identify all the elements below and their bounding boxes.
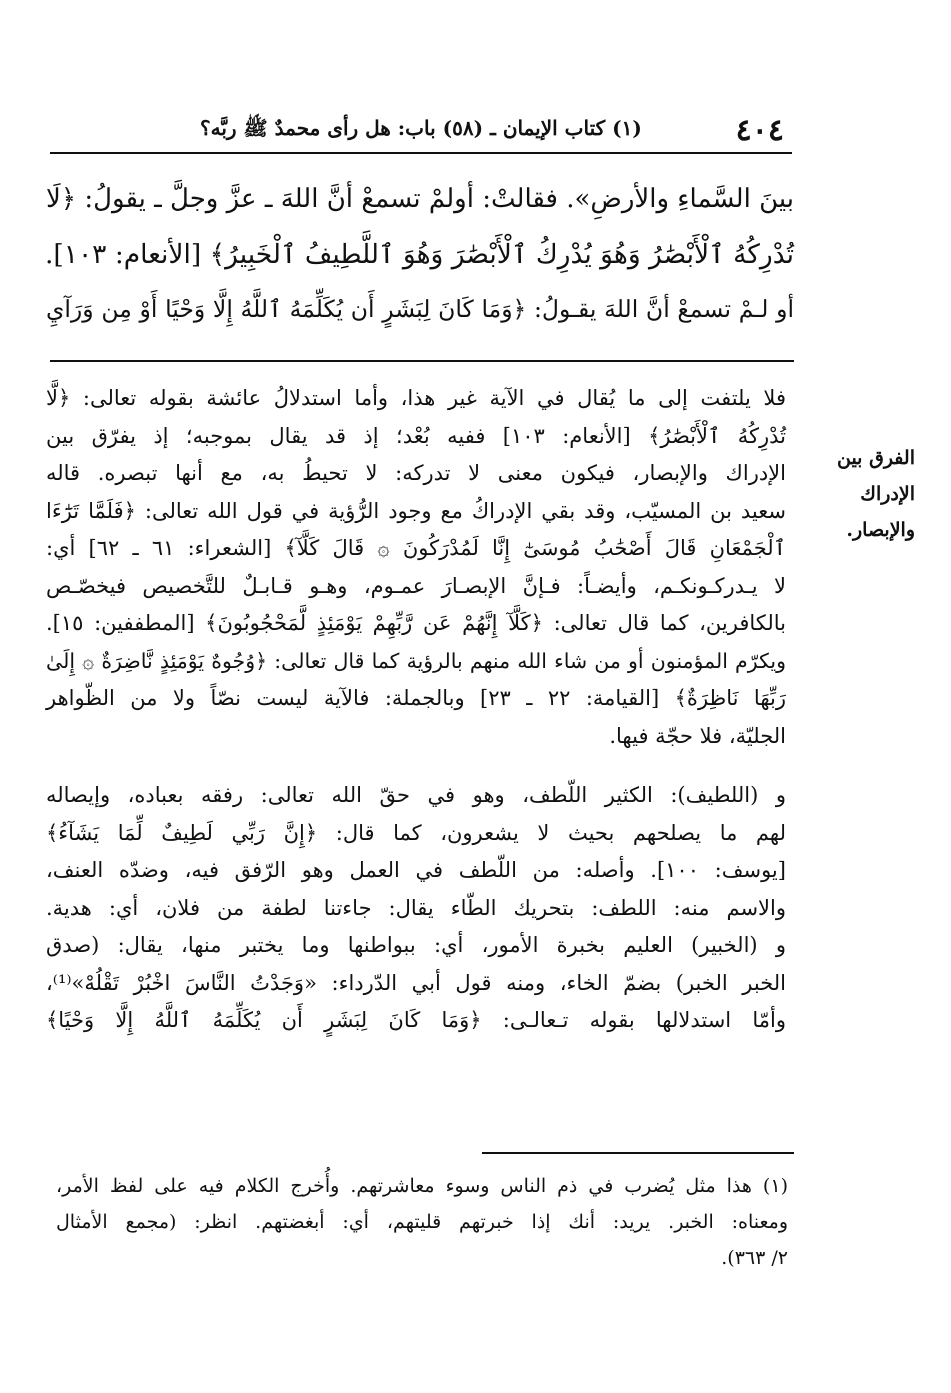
commentary-paragraph <box>46 777 786 1040</box>
margin-note-line: الفرق بين <box>836 447 915 469</box>
text-line: فلا يلتفت إلى ما يُقال في الآية غير هذا، وأما استدلالُ عائشة بقوله تعالى: ﴿لَّا <box>46 386 786 410</box>
text-line: بالكافرين، كما قال تعالى: ﴿كَلَّآ إِنَّهُمْ عَن رَّبِّهِمْ يَوْمَئِذٍ لَّمَحْجُوبُونَ﴾ [المطففين: ١٥]. <box>46 611 786 635</box>
text-line: لا يـدركـونكـم، وأيضـاً: فـإنَّ الإبصـارَ عمـوم، وهـو قـابـلٌ للتَّخصيص فيخصّـص <box>46 573 786 598</box>
page-number: ٤٠٤ <box>735 112 784 148</box>
text-line: رَبِّهَا نَاظِرَةٌ﴾ [القيامة: ٢٢ ـ ٢٣] وبالجملة: فالآية ليست نصّاً ولا من الظّواهر <box>46 686 786 710</box>
margin-note <box>810 440 915 548</box>
footnote-line: ٢/ ٣٦٣). <box>721 1247 788 1269</box>
running-header <box>50 108 792 154</box>
hadith-line: تُدْرِكُهُ ٱلْأَبْصَٰرُ وَهُوَ يُدْرِكُ ٱلْأَبْصَٰرَ وَهُوَ ٱللَّطِيفُ ٱلْخَبِيرُ﴾ [الأنعام: ١٠٣]. <box>44 239 794 270</box>
text-line: ويكرّم المؤمنون أو من شاء الله منهم بالرؤية كما قال تعالى: ﴿وُجُوهٌ يَوْمَئِذٍ نَّاضِرَةٌ ۞ إِلَىٰ <box>46 648 786 673</box>
text-line: الإدراك والإبصار، فيكون معنى لا تدركه: لا تحيطُ به، مع أنها تبصره. قاله <box>46 461 786 485</box>
commentary-paragraph <box>46 380 786 755</box>
hadith-text <box>46 172 794 337</box>
chapter-heading: (١) كتاب الإيمان ـ (٥٨) باب: هل رأى محمدٌ ﷺ ربَّه؟ <box>200 115 642 140</box>
commentary <box>46 380 786 1040</box>
text-line: والاسم منه: اللطف: بتحريك الطّاء يقال: جاءتنا لطفة من فلان، أي: هدية. <box>46 895 786 920</box>
text-line: الخبر الخبر) بضمّ الخاء، ومنه قول أبي الدّرداء: «وَجَدْتُ النَّاسَ اخْبُرْ تَقْلُهْ»⁽¹⁾، <box>46 970 786 995</box>
text-line: و (اللطيف): الكثير اللّطف، وهو في حقّ الله تعالى: رفقه بعباده، وإيصاله <box>46 783 786 807</box>
footnote-line: ومعناه: الخبر. يريد: أنك إذا خبرتهم قليتهم، أي: أبغضتهم. انظر: (مجمع الأمثال <box>56 1211 788 1233</box>
footnote-rule <box>482 1152 794 1154</box>
hadith-line: أو لـمْ تسمعْ أنَّ اللهَ يقـولُ: ﴿وَمَا كَانَ لِبَشَرٍ أَن يُكَلِّمَهُ ٱللَّهُ إِلَّا وَحْيًا أَوْ مِن وَرَآيِ <box>46 295 794 323</box>
footnote <box>56 1168 788 1276</box>
hadith-line: بينَ السَّماءِ والأرضِ». فقالتْ: أولمْ تسمعْ أنَّ اللهَ ـ عزَّ وجلَّ ـ يقولُ: ﴿لَا <box>46 184 794 214</box>
text-line: ٱلْجَمْعَانِ قَالَ أَصْحَٰبُ مُوسَىٰٓ إِنَّا لَمُدْرَكُونَ ۞ قَالَ كَلَّآ﴾ [الشعراء: ٦١ ـ ٦٢] أي: <box>46 536 786 560</box>
footnote-line: (١) هذا مثل يُضرب في ذم الناس وسوء معاشرتهم. وأُخرج الكلام فيه على لفظ الأمر، <box>56 1175 788 1197</box>
text-line: سعيد بن المسيّب، وقد بقي الإدراكُ مع وجود الرُّؤية في قول الله تعالى: ﴿فَلَمَّا تَرَٰٓءَا <box>46 498 786 523</box>
text-line: و (الخبير) العليم بخبرة الأمور، أي: ببواطنها وما يختبر منها، يقال: (صدق <box>46 933 786 957</box>
margin-note-line: والإبصار. <box>846 519 915 541</box>
text-line: وأمّا استدلالها بقوله تـعالـى: ﴿وَمَا كَانَ لِبَشَرٍ أَن يُكَلِّمَهُ ٱللَّهُ إِلَّا وَحْيًا﴾ <box>46 1008 786 1032</box>
text-line: الجليّة، فلا حجّة فيها. <box>609 723 786 748</box>
section-divider <box>50 360 794 362</box>
text-line: تُدْرِكُهُ ٱلْأَبْصَٰرُ﴾ [الأنعام: ١٠٣] ففيه بُعْد؛ إذ قد يقال بموجبه؛ إذ يفرّق بين <box>46 423 786 448</box>
margin-note-line: الإدراك <box>860 483 915 505</box>
text-line: [يوسف: ١٠٠]. وأصله: من اللّطف في العمل وهو الرّفق فيه، وضدّه العنف، <box>46 858 786 882</box>
text-line: لهم ما يصلحهم بحيث لا يشعرون، كما قال: ﴿إِنَّ رَبِّي لَطِيفٌ لِّمَا يَشَآءُ﴾ <box>46 820 786 845</box>
